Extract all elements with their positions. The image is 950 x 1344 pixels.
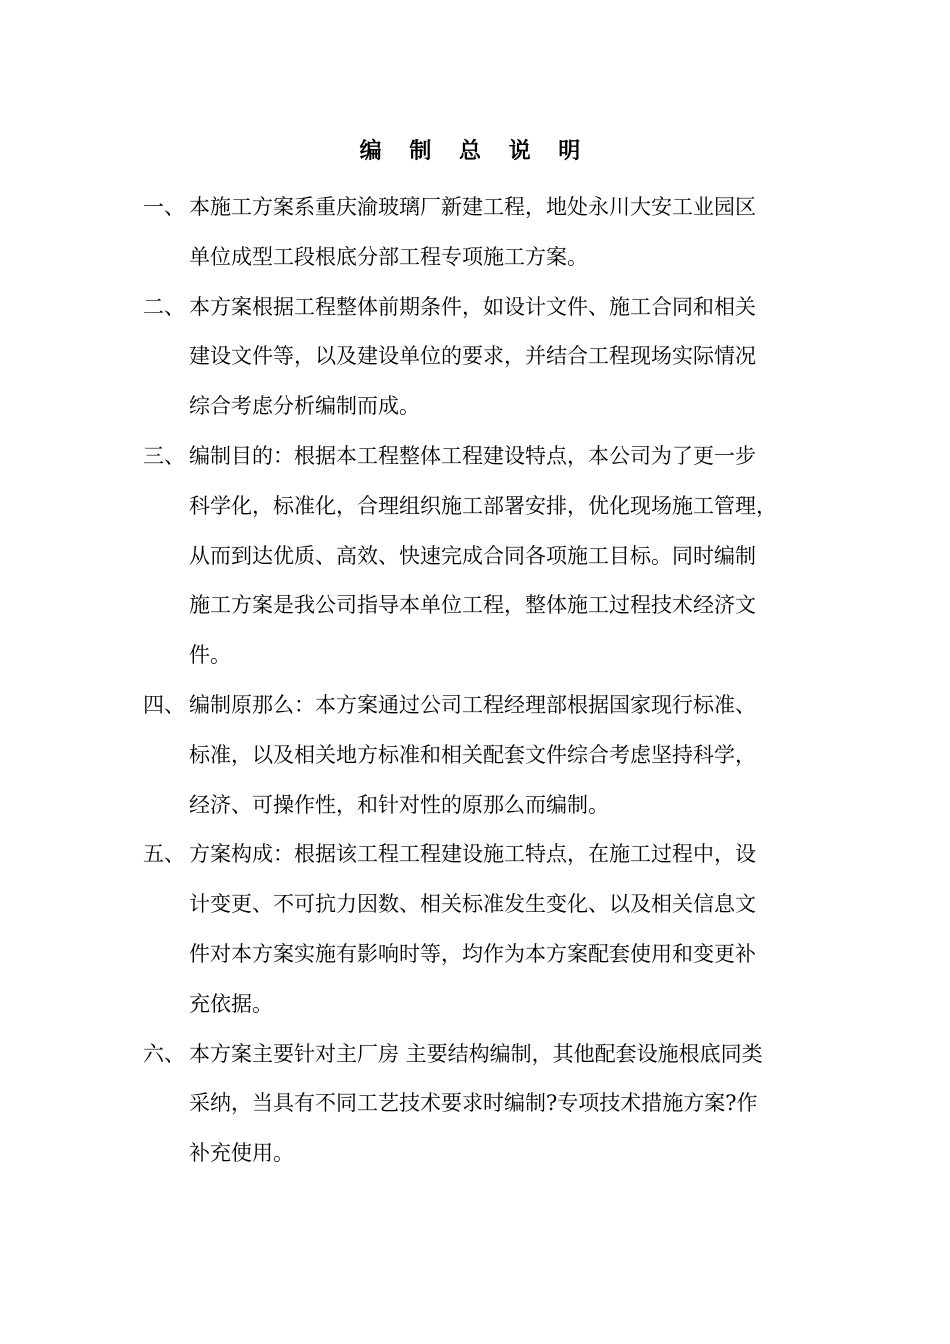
text-line: 本施工方案系重庆渝玻璃厂新建工程，地处永川大安工业园区 [189, 195, 756, 219]
text-line: 件。 [189, 643, 231, 668]
text-line: 件对本方案实施有影响时等，均作为本方案配套使用和变更补 [189, 941, 756, 966]
list-item-text [189, 432, 833, 681]
list-item [143, 830, 833, 1029]
list-item-number: 五、 [143, 842, 185, 867]
text-line: 从而到达优质、高效、快速完成合同各项施工目标。同时编制 [189, 543, 756, 568]
list-item-text [189, 681, 833, 830]
text-line: 计变更、不可抗力因数、相关标准发生变化、以及相关信息文 [189, 892, 756, 917]
text-line: 方案构成：根据该工程工程建设施工特点，在施工过程中，设 [189, 842, 756, 867]
text-line: 本方案根据工程整体前期条件，如设计文件、施工合同和相关 [189, 294, 756, 319]
list-item [143, 183, 833, 283]
list-item-number: 一、 [143, 195, 185, 219]
list-item-number: 六、 [143, 1041, 185, 1066]
list-item-number: 三、 [143, 443, 185, 468]
text-line: 本方案主要针对主厂房 主要结构编制，其他配套设施根底同类 [189, 1041, 763, 1066]
list-item [143, 432, 833, 681]
list-item [143, 681, 833, 830]
text-line: 标准，以及相关地方标准和相关配套文件综合考虑坚持科学， [189, 742, 756, 767]
list-item-text [189, 830, 833, 1029]
document-title: 编 制 总 说 明 [359, 138, 591, 164]
list-item [143, 1030, 833, 1179]
list-item [143, 283, 833, 432]
text-line: 采纳，当具有不同工艺技术要求时编制?专项技术措施方案?作 [189, 1091, 758, 1116]
text-line: 施工方案是我公司指导本单位工程，整体施工过程技术经济文 [189, 593, 756, 618]
text-line: 综合考虑分析编制而成。 [189, 394, 420, 419]
text-line: 编制目的：根据本工程整体工程建设特点，本公司为了更一步 [189, 443, 756, 468]
list-item-text [189, 183, 833, 283]
list-item-text [189, 283, 833, 432]
text-line: 经济、可操作性，和针对性的原那么而编制。 [189, 792, 609, 817]
text-line: 补充使用。 [189, 1141, 294, 1166]
text-line: 建设文件等，以及建设单位的要求，并结合工程现场实际情况 [189, 344, 756, 369]
text-line: 编制原那么：本方案通过公司工程经理部根据国家现行标准、 [189, 692, 756, 717]
numbered-list [143, 183, 833, 1179]
text-line: 科学化，标准化，合理组织施工部署安排，优化现场施工管理， [189, 493, 777, 518]
list-item-number: 二、 [143, 294, 185, 319]
list-item-number: 四、 [143, 692, 185, 717]
text-line: 充依据。 [189, 991, 273, 1016]
text-line: 单位成型工段根底分部工程专项施工方案。 [189, 244, 588, 269]
list-item-text [189, 1030, 833, 1179]
